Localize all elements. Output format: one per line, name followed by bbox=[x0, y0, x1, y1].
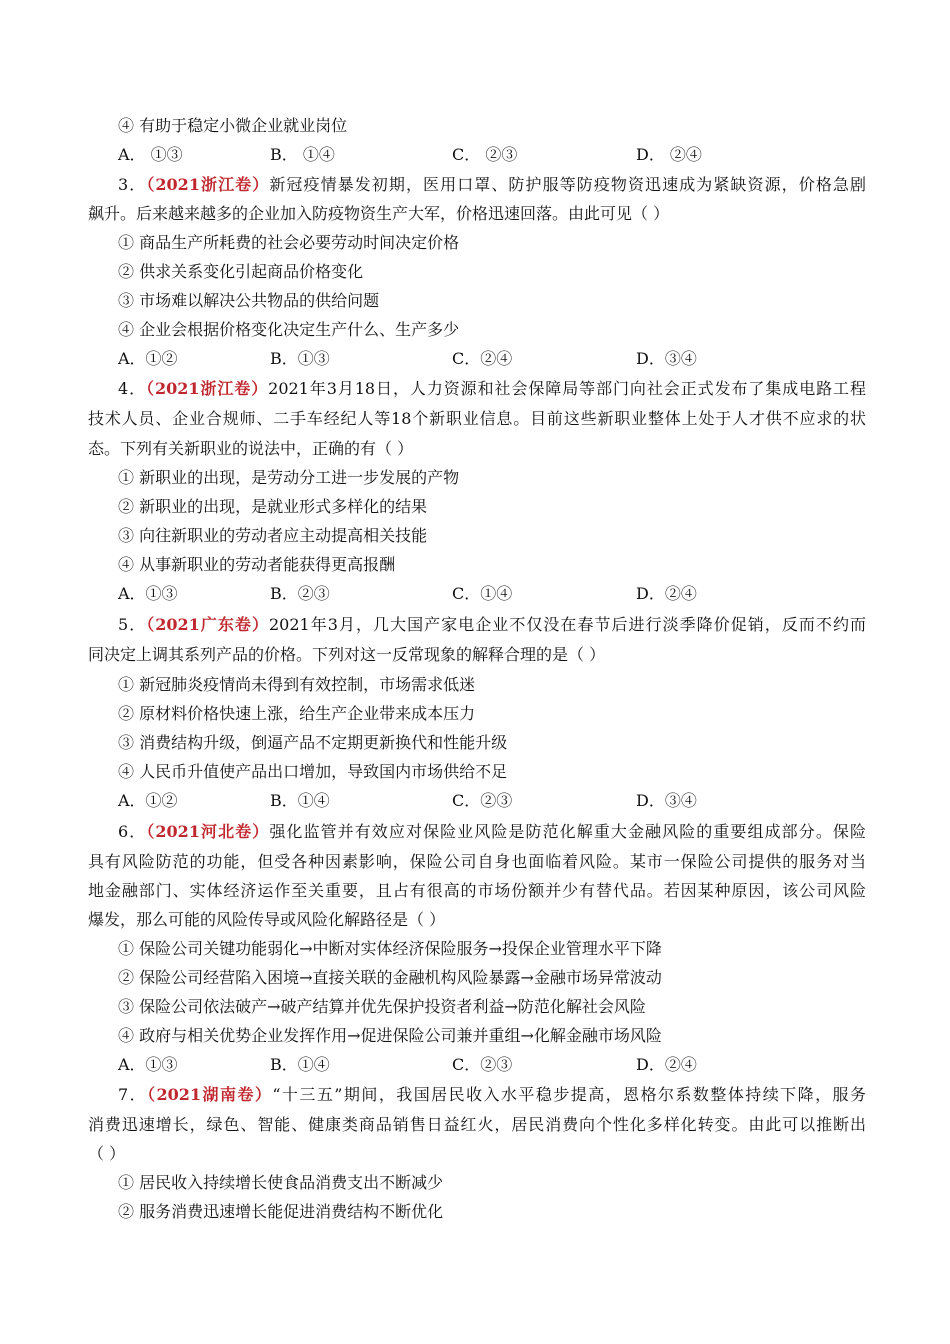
q3-stem-line-1 bbox=[118, 175, 866, 195]
q7-item-2: ② 服务消费迅速增长能促进消费结构不断优化 bbox=[118, 1202, 444, 1221]
q4-item-2: ② 新职业的出现，是就业形式多样化的结果 bbox=[118, 497, 428, 516]
q6-option-c[interactable]: C．②③ bbox=[452, 1055, 513, 1074]
q3-option-c[interactable]: C．②④ bbox=[452, 349, 513, 368]
q7-stem-2: 消费迅速增长，绿色、智能、健康类商品销售日益红火，居民消费向个性化多样化转变。由此可以推断出 bbox=[88, 1115, 866, 1134]
q6-option-d[interactable]: D．②④ bbox=[636, 1055, 697, 1074]
q4-option-a[interactable]: A．①③ bbox=[118, 584, 178, 603]
q2-item-4: ④ 有助于稳定小微企业就业岗位 bbox=[118, 116, 348, 135]
q6-stem-line-1 bbox=[118, 822, 866, 842]
q2-option-c[interactable]: C． ②③ bbox=[452, 145, 518, 164]
q4-item-1: ① 新职业的出现，是劳动分工进一步发展的产物 bbox=[118, 468, 460, 487]
q6-stem-line-2 bbox=[88, 852, 866, 872]
q6-stem-3: 地金融部门、实体经济运作至关重要，且占有很高的市场份额并少有替代品。若因某种原因，该公司风险 bbox=[88, 881, 866, 900]
q4-stem-1: 2021年3月18日，人力资源和社会保障局等部门向社会正式发布了集成电路工程 bbox=[268, 379, 866, 398]
q7-stem-line-2 bbox=[88, 1115, 866, 1135]
q5-source: （2021广东卷） bbox=[146, 615, 269, 634]
q4-stem-2: 技术人员、企业合规师、二手车经纪人等18个新职业信息。目前这些新职业整体上处于人才供不应求的状 bbox=[88, 409, 866, 428]
q4-stem-line-2 bbox=[88, 409, 866, 429]
q3-options bbox=[88, 349, 866, 369]
q6-stem-4: 爆发，那么可能的风险传导或风险化解路径是（ ） bbox=[88, 910, 446, 929]
q3-item-2: ② 供求关系变化引起商品价格变化 bbox=[118, 262, 364, 281]
q3-source: （2021浙江卷） bbox=[146, 175, 270, 194]
q6-item-3: ③ 保险公司依法破产→破产结算并优先保护投资者利益→防范化解社会风险 bbox=[118, 997, 646, 1016]
q2-options bbox=[88, 145, 866, 165]
q3-option-a[interactable]: A．①② bbox=[118, 349, 178, 368]
q5-item-4: ④ 人民币升值使产品出口增加，导致国内市场供给不足 bbox=[118, 762, 508, 781]
q6-source: （2021河北卷） bbox=[146, 822, 270, 841]
q7-source: （2021湖南卷） bbox=[147, 1085, 273, 1104]
q4-option-c[interactable]: C．①④ bbox=[452, 584, 513, 603]
q3-item-4: ④ 企业会根据价格变化决定生产什么、生产多少 bbox=[118, 320, 460, 339]
q7-stem-line-1 bbox=[118, 1085, 866, 1105]
q4-item-3: ③ 向往新职业的劳动者应主动提高相关技能 bbox=[118, 526, 428, 545]
q7-number: 7． bbox=[118, 1085, 148, 1104]
q6-item-2: ② 保险公司经营陷入困境→直接关联的金融机构风险暴露→金融市场异常波动 bbox=[118, 968, 662, 987]
q5-option-a[interactable]: A．①② bbox=[118, 791, 178, 810]
q6-item-4: ④ 政府与相关优势企业发挥作用→促进保险公司兼并重组→化解金融市场风险 bbox=[118, 1026, 662, 1045]
q5-item-2: ② 原材料价格快速上涨，给生产企业带来成本压力 bbox=[118, 704, 476, 723]
q4-number: 4． bbox=[118, 379, 147, 398]
q5-item-3: ③ 消费结构升级，倒逼产品不定期更新换代和性能升级 bbox=[118, 733, 508, 752]
q5-item-1: ① 新冠肺炎疫情尚未得到有效控制，市场需求低迷 bbox=[118, 675, 476, 694]
q4-stem-line-1 bbox=[118, 379, 866, 399]
q3-option-b[interactable]: B．①③ bbox=[270, 349, 330, 368]
q3-option-d[interactable]: D．③④ bbox=[636, 349, 697, 368]
q6-stem-2: 具有风险防范的功能，但受各种因素影响，保险公司自身也面临着风险。某市一保险公司提供的服务对当 bbox=[88, 852, 866, 871]
q5-option-d[interactable]: D．③④ bbox=[636, 791, 697, 810]
q3-stem-1: 新冠疫情暴发初期，医用口罩、防护服等防疫物资迅速成为紧缺资源，价格急剧 bbox=[269, 175, 866, 194]
q5-stem-1: 2021年3月，几大国产家电企业不仅没在春节后进行淡季降价促销，反而不约而 bbox=[268, 615, 866, 634]
q6-item-1: ① 保险公司关键功能弱化→中断对实体经济保险服务→投保企业管理水平下降 bbox=[118, 939, 662, 958]
q5-number: 5． bbox=[118, 615, 147, 634]
q4-source: （2021浙江卷） bbox=[146, 379, 269, 398]
q6-stem-line-3 bbox=[88, 881, 866, 901]
q3-item-1: ① 商品生产所耗费的社会必要劳动时间决定价格 bbox=[118, 233, 460, 252]
q5-option-c[interactable]: C．②③ bbox=[452, 791, 513, 810]
q6-stem-1: 强化监管并有效应对保险业风险是防范化解重大金融风险的重要组成部分。保险 bbox=[269, 822, 866, 841]
q5-stem-2: 同决定上调其系列产品的价格。下列对这一反常现象的解释合理的是（ ） bbox=[88, 645, 606, 664]
q6-option-b[interactable]: B．①④ bbox=[270, 1055, 330, 1074]
q6-option-a[interactable]: A．①③ bbox=[118, 1055, 178, 1074]
q2-option-a[interactable]: A． ①③ bbox=[118, 145, 183, 164]
q7-stem-1: “十三五”期间，我国居民收入水平稳步提高，恩格尔系数整体持续下降，服务 bbox=[272, 1085, 866, 1104]
q3-stem-2: 飙升。后来越来越多的企业加入防疫物资生产大军，价格迅速回落。由此可见（ ） bbox=[88, 204, 670, 223]
q6-options bbox=[88, 1055, 866, 1075]
q4-item-4: ④ 从事新职业的劳动者能获得更高报酬 bbox=[118, 555, 396, 574]
q5-stem-line-1 bbox=[118, 615, 866, 635]
q6-number: 6． bbox=[118, 822, 147, 841]
q4-stem-3: 态。下列有关新职业的说法中，正确的有（ ） bbox=[88, 439, 414, 458]
q2-option-d[interactable]: D． ②④ bbox=[636, 145, 702, 164]
q4-option-d[interactable]: D．②④ bbox=[636, 584, 697, 603]
q7-item-1: ① 居民收入持续增长使食品消费支出不断减少 bbox=[118, 1173, 444, 1192]
q4-option-b[interactable]: B．②③ bbox=[270, 584, 330, 603]
q5-option-b[interactable]: B．①④ bbox=[270, 791, 330, 810]
q5-options bbox=[88, 791, 866, 811]
q3-number: 3． bbox=[118, 175, 147, 194]
q7-stem-3: （ ） bbox=[88, 1144, 126, 1163]
q4-options bbox=[88, 584, 866, 604]
q3-item-3: ③ 市场难以解决公共物品的供给问题 bbox=[118, 291, 380, 310]
q2-option-b[interactable]: B． ①④ bbox=[270, 145, 335, 164]
